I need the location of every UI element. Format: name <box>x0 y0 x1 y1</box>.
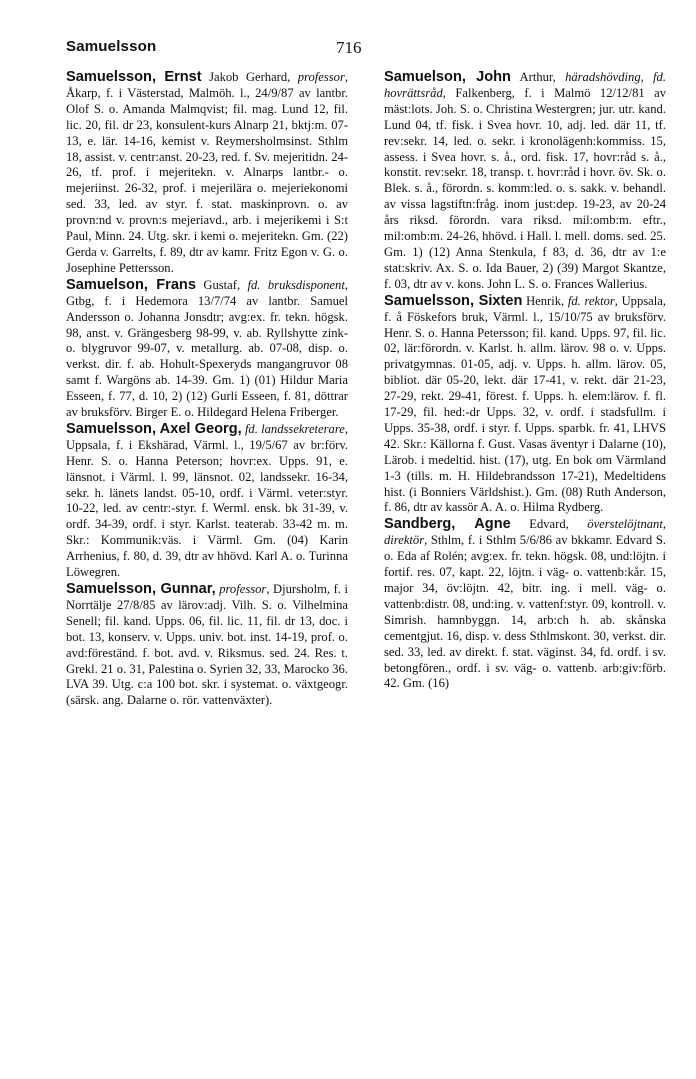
entry-name: Samuelson, John <box>384 69 511 85</box>
entry-title: häradshövding, fd. hovrättsråd <box>384 70 666 100</box>
entry-gunnar-samuelsson <box>66 582 348 709</box>
entry-title: fd. bruksdisponent <box>247 277 345 292</box>
page-number: 716 <box>336 38 362 57</box>
entry-ernst-samuelsson <box>66 70 348 277</box>
entry-given-names: Jakob Gerhard, <box>201 70 298 84</box>
left-column <box>66 70 348 709</box>
entry-sixten-samuelsson <box>384 294 666 517</box>
entry-title: professor <box>219 582 267 596</box>
entry-text: , Åkarp, f. i Västerstad, Malmöh. l., 24/9/87 av lantbr. Olof S. o. Amanda Malmqvist; fil. mag. Lund 12, fil. lic. 20, fil. dr 23, konsulent-kurs Alnarp 21, bktj:m. 07-13, e. lär. 14-16, kemist v. Reymersholmsinst. Sthlm 18, assist. v. centr:anst. 20-23, red. f. Sv. mejeritidn. 24-26, tf. prof. i mejeritekn. v. Alnarps lantbr.- o. mejeriinst. 26-32, prof. i mejerilära o. mejeriekonomi sed. 33, led. av styr. f. stat. maskinprovn. o. av provn:nd v. provn:s mejeriavd., arb. i mejerikemi i S:t Paul, Minn. 24. Utg. skr. i kemi o. mejeritekn. Gm. (22) Gerda v. Garrelts, f. 89, dtr av kamr. Fritz Egon v. G. o. Josephine Pettersson. <box>66 70 349 275</box>
running-head: Samuelsson <box>66 38 157 55</box>
entry-text: , Djursholm, f. i Norrtälje 27/8/85 av lärov:adj. Vilh. S. o. Vilhelmina Senell; fil. kand. Upps. 06, fil. lic. 11, fil. dr 13, doc. i bot. 13, konserv. v. Upps. univ. bot. inst. 14-19, prof. o. avd:föreständ. f. bot. avd. v. Riksmus. sed. 24. Res. t. Grekl. 21 o. 31, Palestina o. Syrien 32, 33, Marocko 36. LVA 39. Utg. c:a 100 bot. skr. i systemat. o. växtgeogr. (särsk. ang. Dalarne o. rör. vattenväxter). <box>66 582 348 708</box>
entry-text: , Gtbg, f. i Hedemora 13/7/74 av lantbr. Samuel Andersson o. Johanna Jonsdtr; avg:ex. fr. tekn. högsk. 98, anst. v. Grängesberg 98-99, v. ab. Ryllshytte zink- o. blygruvor 99-07, v. metallurg. ab. 07-08, disp. o. verkst. dir. f. ab. Hohult-Spexeryds mangangruvor 08 samt f. Wargöns ab. 14-39. Gm. 1) (01) Hildur Maria Esseen, f. 77, d. 10, 2) (12) Gurli Esseen, f. 81, döttrar av bruksförv. Birger E. o. Hildegard Helena Friberger. <box>66 277 348 420</box>
entry-text: , Uppsala, f. i Ekshärad, Värml. l., 19/5/67 av br:förv. Henr. S. o. Hanna Peterson; hovr:ex. Upps. 91, e. länsnot. i Värml. l. 99, länsnot. 02, landssekr. 16-34, sekr. h. länets landst. 05-10, ordf. i Värml. veter:styr. 10-22, led. av centr:-styr. f. Werml. ensk. bk 31-39, v. ordf. 34-39, ordf. i styr. Karlst. teaterab. 33-42 m. m. Skr.: Kommunik:väs. i Värml. Gm. (04) Karin Arrhenius, f. 80, d. 39, dtr av hhövd. Karl A. o. Turinna Löwegren. <box>66 421 348 580</box>
entry-name: Samuelsson, Sixten <box>384 292 523 309</box>
entry-agne-sandberg <box>384 517 666 692</box>
entry-given-names: Edvard, <box>510 517 588 532</box>
entry-name: Samuelsson, Axel Georg, <box>66 420 242 437</box>
entry-text: , Sthlm, f. i Sthlm 5/6/86 av bkkamr. Edvard S. o. Eda af Rolén; avg:ex. fr. tekn. högsk. 08, und:löjtn. i fortif. res. 07, kapt. 22, löjtn. i väg- o. vattenb:kår. 15, major 34, öv:löjtn. 42, bitr. ing. i mell. väg- o. vattenb:distr. 08, und:ing. v. vattenf:styr. 09, kontroll. v. Simrish. hamnbyggn. 14, arb:ch h. ab. skånska cementgjut. 16, disp. v. dess Sthlmskont. 30, verkst. dir. sed. 33, led. av direkt. f. stat. väginst. 34, fd. ordf. i sv. betongfören., ordf. i sv. väg- o. vattenb. arb:giv:förb. 42. Gm. (16) <box>384 533 666 691</box>
entry-text: , Falkenberg, f. i Malmö 12/12/81 av mäst:lots. Joh. S. o. Christina Westergren; jur. utr. kand. Lund 04, tf. fisk. i Svea hovr. 10, adj. led. där 11, tf. rev:sekr. 14, led. o. sekr. i kronolägenh:kommiss. 15, assess. i Svea hovr. s. å., ord. fisk. 17, hovr:råd s. å., konstit. rev:sekr. 18, transp. t. hovr:råd i hovr. öv. Sk. o. Blek. s. å., förordn. s. komm:led. o. s. sakk. v. behandl. av vissa lagstiftn:fråg. inom just:dep. 19-23, av 20-24 års riksd. förordn. vara riksd. mil:omb:m. eftr., mil:omb:m. 24-26, hhövd. i Hall. l. mell. doms. sed. 25. Gm. 1) (12) Anna Stenkula, f 83, d. 36, dtr av 1:e stat:skriv. Ax. S. o. Ida Bauer, 2) (39) Margot Skantze, f. 03, dtr av v. kons. John L. S. o. Frances Wallerius. <box>384 85 666 291</box>
entry-name: Samuelsson, Gunnar, <box>66 581 216 597</box>
entry-title: fd. rektor <box>567 293 615 308</box>
entry-axel-georg-samuelsson <box>66 422 348 581</box>
entry-text: , Uppsala, f. å Föskefors bruk, Värml. l., 15/10/75 av bruksförv. Henr. S. o. Hanna Petersson; fil. kand. Upps. 97, fil. lic. 02, lär:förordn. v. Karlst. h. allm. lärov. 98 o. v. Upps. privatgymnas. 01-05, adj. v. Upps. h. allm. lärov. 05, bibliot. där 05-20, lekt. där 17-41, v. rekt. där 21-23, 27-29, rekt. 29-41, förest. f. Upps. h. elem:lärov. f. fl. 17-29, fil. hed:-dr Upps. 32, v. ordf. i stadsfullm. i Upps. 35-38, ordf. i styr. f. Upps. sparbk. fr. 41, LHVS 42. Skr.: Källorna f. Gust. Vasas äventyr i Dalarne (10), Lärob. i medeltid. hist. (17), utg. En bok om Värmland 1-3 (tills. m. H. Hildebrandsson 17-21), Medeltidens hist. (i Bonniers Världshist.). Gm. (08) Ruth Anderson, f. 86, dtr av kassör A. A. o. Hilma Rydberg. <box>384 293 667 515</box>
entry-title: professor <box>297 70 345 84</box>
entry-john-samuelson <box>384 70 666 293</box>
entry-title: fd. landssekreterare <box>244 421 345 436</box>
entry-given-names: Henrik, <box>522 293 568 308</box>
entry-given-names: Arthur, <box>510 70 566 84</box>
right-column <box>384 70 666 692</box>
entry-title: överstelöjtnant, direktör <box>384 517 666 548</box>
entry-frans-samuelson <box>66 278 348 421</box>
entry-name: Sandberg, Agne <box>384 516 511 533</box>
entry-name: Samuelson, Frans <box>66 276 196 293</box>
entry-name: Samuelsson, Ernst <box>66 69 202 85</box>
entry-given-names: Gustaf, <box>195 277 248 292</box>
